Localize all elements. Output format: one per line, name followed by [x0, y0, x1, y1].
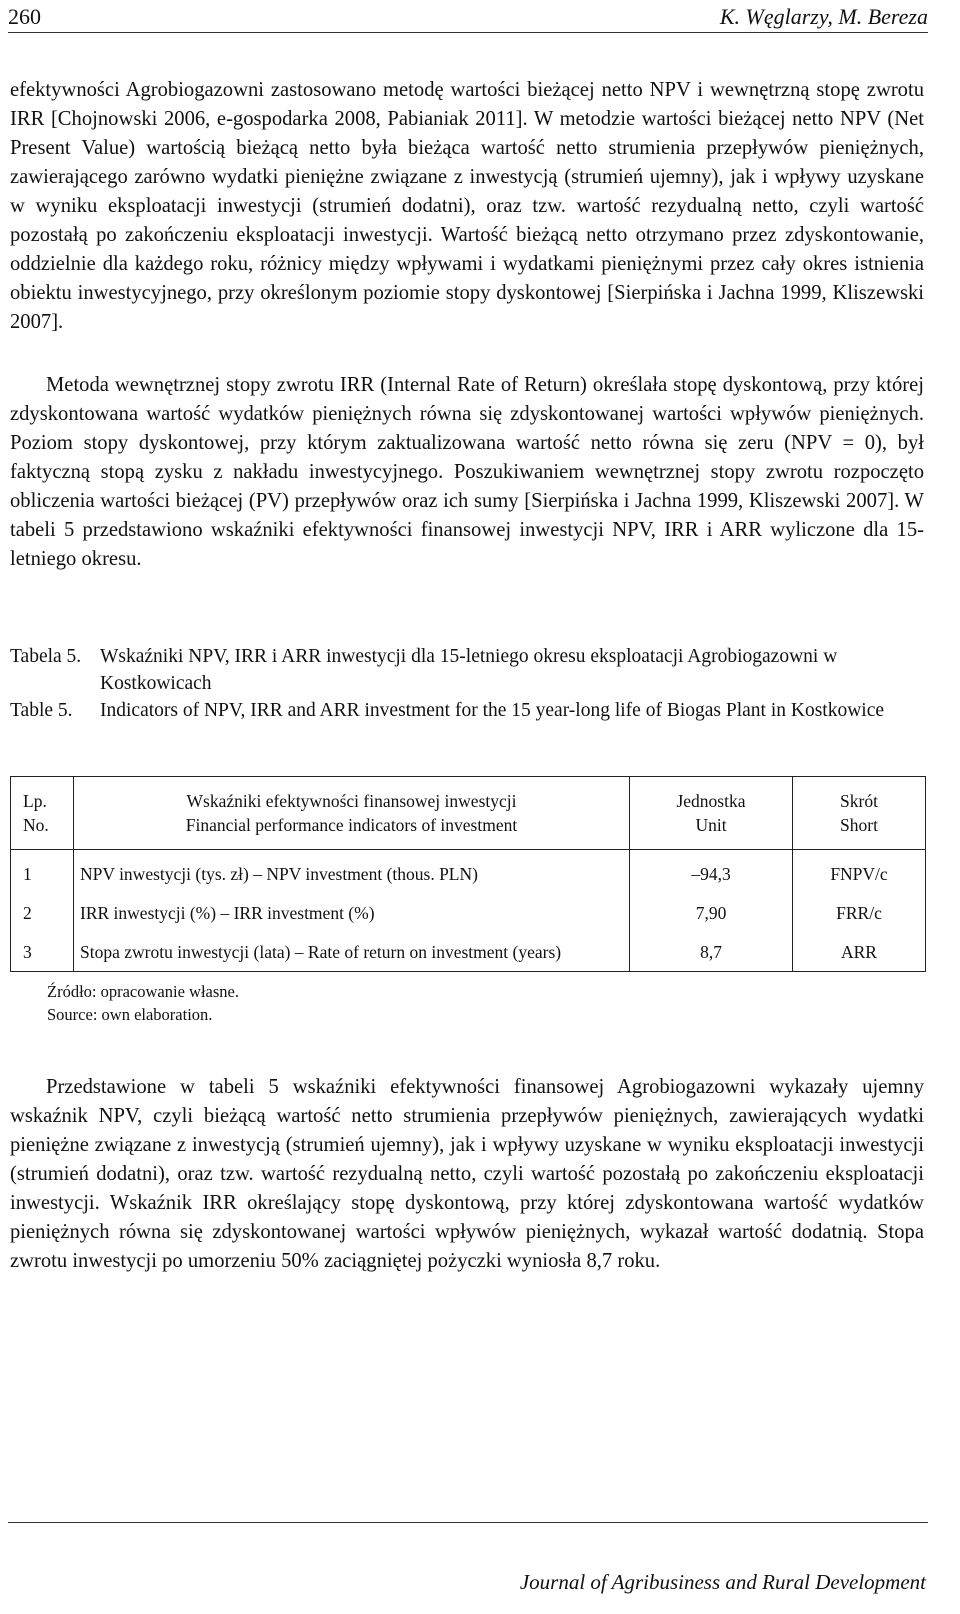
header-lp: [11, 777, 74, 850]
row-lp: 1: [23, 863, 32, 884]
row-indicator: IRR inwestycji (%) – IRR investment (%): [74, 893, 630, 932]
header-indicator: [74, 777, 630, 850]
footer-divider: [8, 1522, 928, 1523]
caption-pl-label: Tabela 5.: [10, 646, 82, 667]
table-row: [11, 850, 926, 894]
source-en: Source: own elaboration.: [47, 1005, 213, 1024]
row-lp: 3: [23, 941, 32, 962]
row-indicator: NPV inwestycji (tys. zł) – NPV investment (thous. PLN): [74, 850, 630, 894]
table-row: [11, 932, 926, 972]
row-indicator: Stopa zwrotu inwestycji (lata) – Rate of return on investment (years): [74, 932, 630, 972]
journal-footer: Journal of Agribusiness and Rural Development: [519, 1570, 926, 1594]
header-unit-pl: Jednostka: [676, 791, 746, 811]
caption-en-label: Table 5.: [10, 700, 73, 721]
table-header-row: [11, 777, 926, 850]
header-unit: [630, 777, 793, 850]
header-lp-en: No.: [23, 815, 49, 835]
row-unit: 7,90: [630, 893, 793, 932]
page-header: [8, 2, 928, 33]
header-short-en: Short: [840, 815, 878, 835]
header-short-pl: Skrót: [840, 791, 878, 811]
row-short: FNPV/c: [830, 863, 888, 884]
body-paragraph-3: Przedstawione w tabeli 5 wskaźniki efektywności finansowej Agrobiogazowni wykazały ujemny wskaźnik NPV, czyli bieżącą wartość netto strumienia przepływów pieniężnych, zawierających wydatki pieniężne związane z inwestycją (strumień ujemny), jak i wpływy uzyskane w wyniku eksploatacji inwestycji (strumień dodatni), oraz tzw. wartość rezydualną netto, czyli wartość pozostałą po zakończeniu eksploatacji inwestycji. Wskaźnik IRR określający stopę dyskontową, przy której zdyskontowana wartość wydatków pieniężnych równa się zdyskontowanej wartości wpływów pieniężnych, wykazał wartość dodatnią. Stopa zwrotu inwestycji po umorzeniu 50% zaciągniętej pożyczki wyniosła 8,7 roku.: [10, 1076, 924, 1272]
header-unit-en: Unit: [695, 815, 727, 835]
header-indicator-en: Financial performance indicators of investment: [185, 815, 518, 835]
running-head-authors: K. Węglarzy, M. Bereza: [719, 4, 928, 29]
row-unit: –94,3: [630, 850, 793, 894]
body-paragraph-1: efektywności Agrobiogazowni zastosowano metodę wartości bieżącej netto NPV i wewnętrzną stopę zwrotu IRR [Chojnowski 2006, e-gospodarka 2008, Pabianiak 2011]. W metodzie wartości bieżącej netto NPV (Net Present Value) wartością bieżącą netto była bieżąca wartość netto strumienia przepływów pieniężnych, zawierającego zarówno wydatki pieniężne związane z inwestycją (strumień ujemny), jak i wpływy uzyskane w wyniku eksploatacji inwestycji (strumień dodatni), oraz tzw. wartość rezydualną netto, czyli wartość pozostałą po zakończeniu eksploatacji inwestycji. Wartość bieżącą netto otrzymano przez zdyskontowanie, oddzielnie dla każdego roku, różnicy między wpływami i wydatkami pieniężnymi przez cały okres istnienia obiektu inwestycyjnego, przy określonym poziomie stopy dyskontowej [Sierpińska i Jachna 1999, Kliszewski 2007].: [10, 79, 924, 333]
header-indicator-pl: Wskaźniki efektywności finansowej inwestycji: [186, 791, 517, 811]
caption-pl-text: Wskaźniki NPV, IRR i ARR inwestycji dla 15-letniego okresu eksploatacji Agrobiogazowni w Kostkowicach: [100, 646, 838, 694]
header-lp-pl: Lp.: [23, 791, 47, 811]
body-paragraph-2: Metoda wewnętrznej stopy zwrotu IRR (Internal Rate of Return) określała stopę dyskontową, przy której zdyskontowana wartość wydatków pieniężnych równa się zdyskontowanej wartości wpływów pieniężnych. Poziom stopy dyskontowej, przy którym zaktualizowana wartość netto równa się zeru (NPV = 0), był faktyczną stopą zysku z nakładu inwestycyjnego. Poszukiwaniem wewnętrznej stopy zwrotu rozpoczęto obliczenia wartości bieżącej (PV) przepływów oraz ich sumy [Sierpińska i Jachna 1999, Kliszewski 2007]. W tabeli 5 przedstawiono wskaźniki efektywności finansowej inwestycji NPV, IRR i ARR wyliczone dla 15-letniego okresu.: [10, 374, 924, 570]
row-short: FRR/c: [836, 902, 882, 923]
page-number: 260: [8, 4, 41, 29]
row-lp: 2: [23, 902, 32, 923]
caption-english: [10, 697, 930, 724]
caption-en-text: Indicators of NPV, IRR and ARR investment for the 15 year-long life of Biogas Plant in Kostkowice: [100, 700, 885, 721]
row-short: ARR: [841, 941, 877, 962]
indicators-table: [10, 776, 926, 972]
table-row: [11, 893, 926, 932]
table-caption: [10, 643, 930, 724]
header-short: [793, 777, 926, 850]
caption-polish: [10, 643, 930, 697]
row-unit: 8,7: [630, 932, 793, 972]
source-pl: Źródło: opracowanie własne.: [47, 982, 239, 1001]
table-source-note: [47, 980, 239, 1026]
